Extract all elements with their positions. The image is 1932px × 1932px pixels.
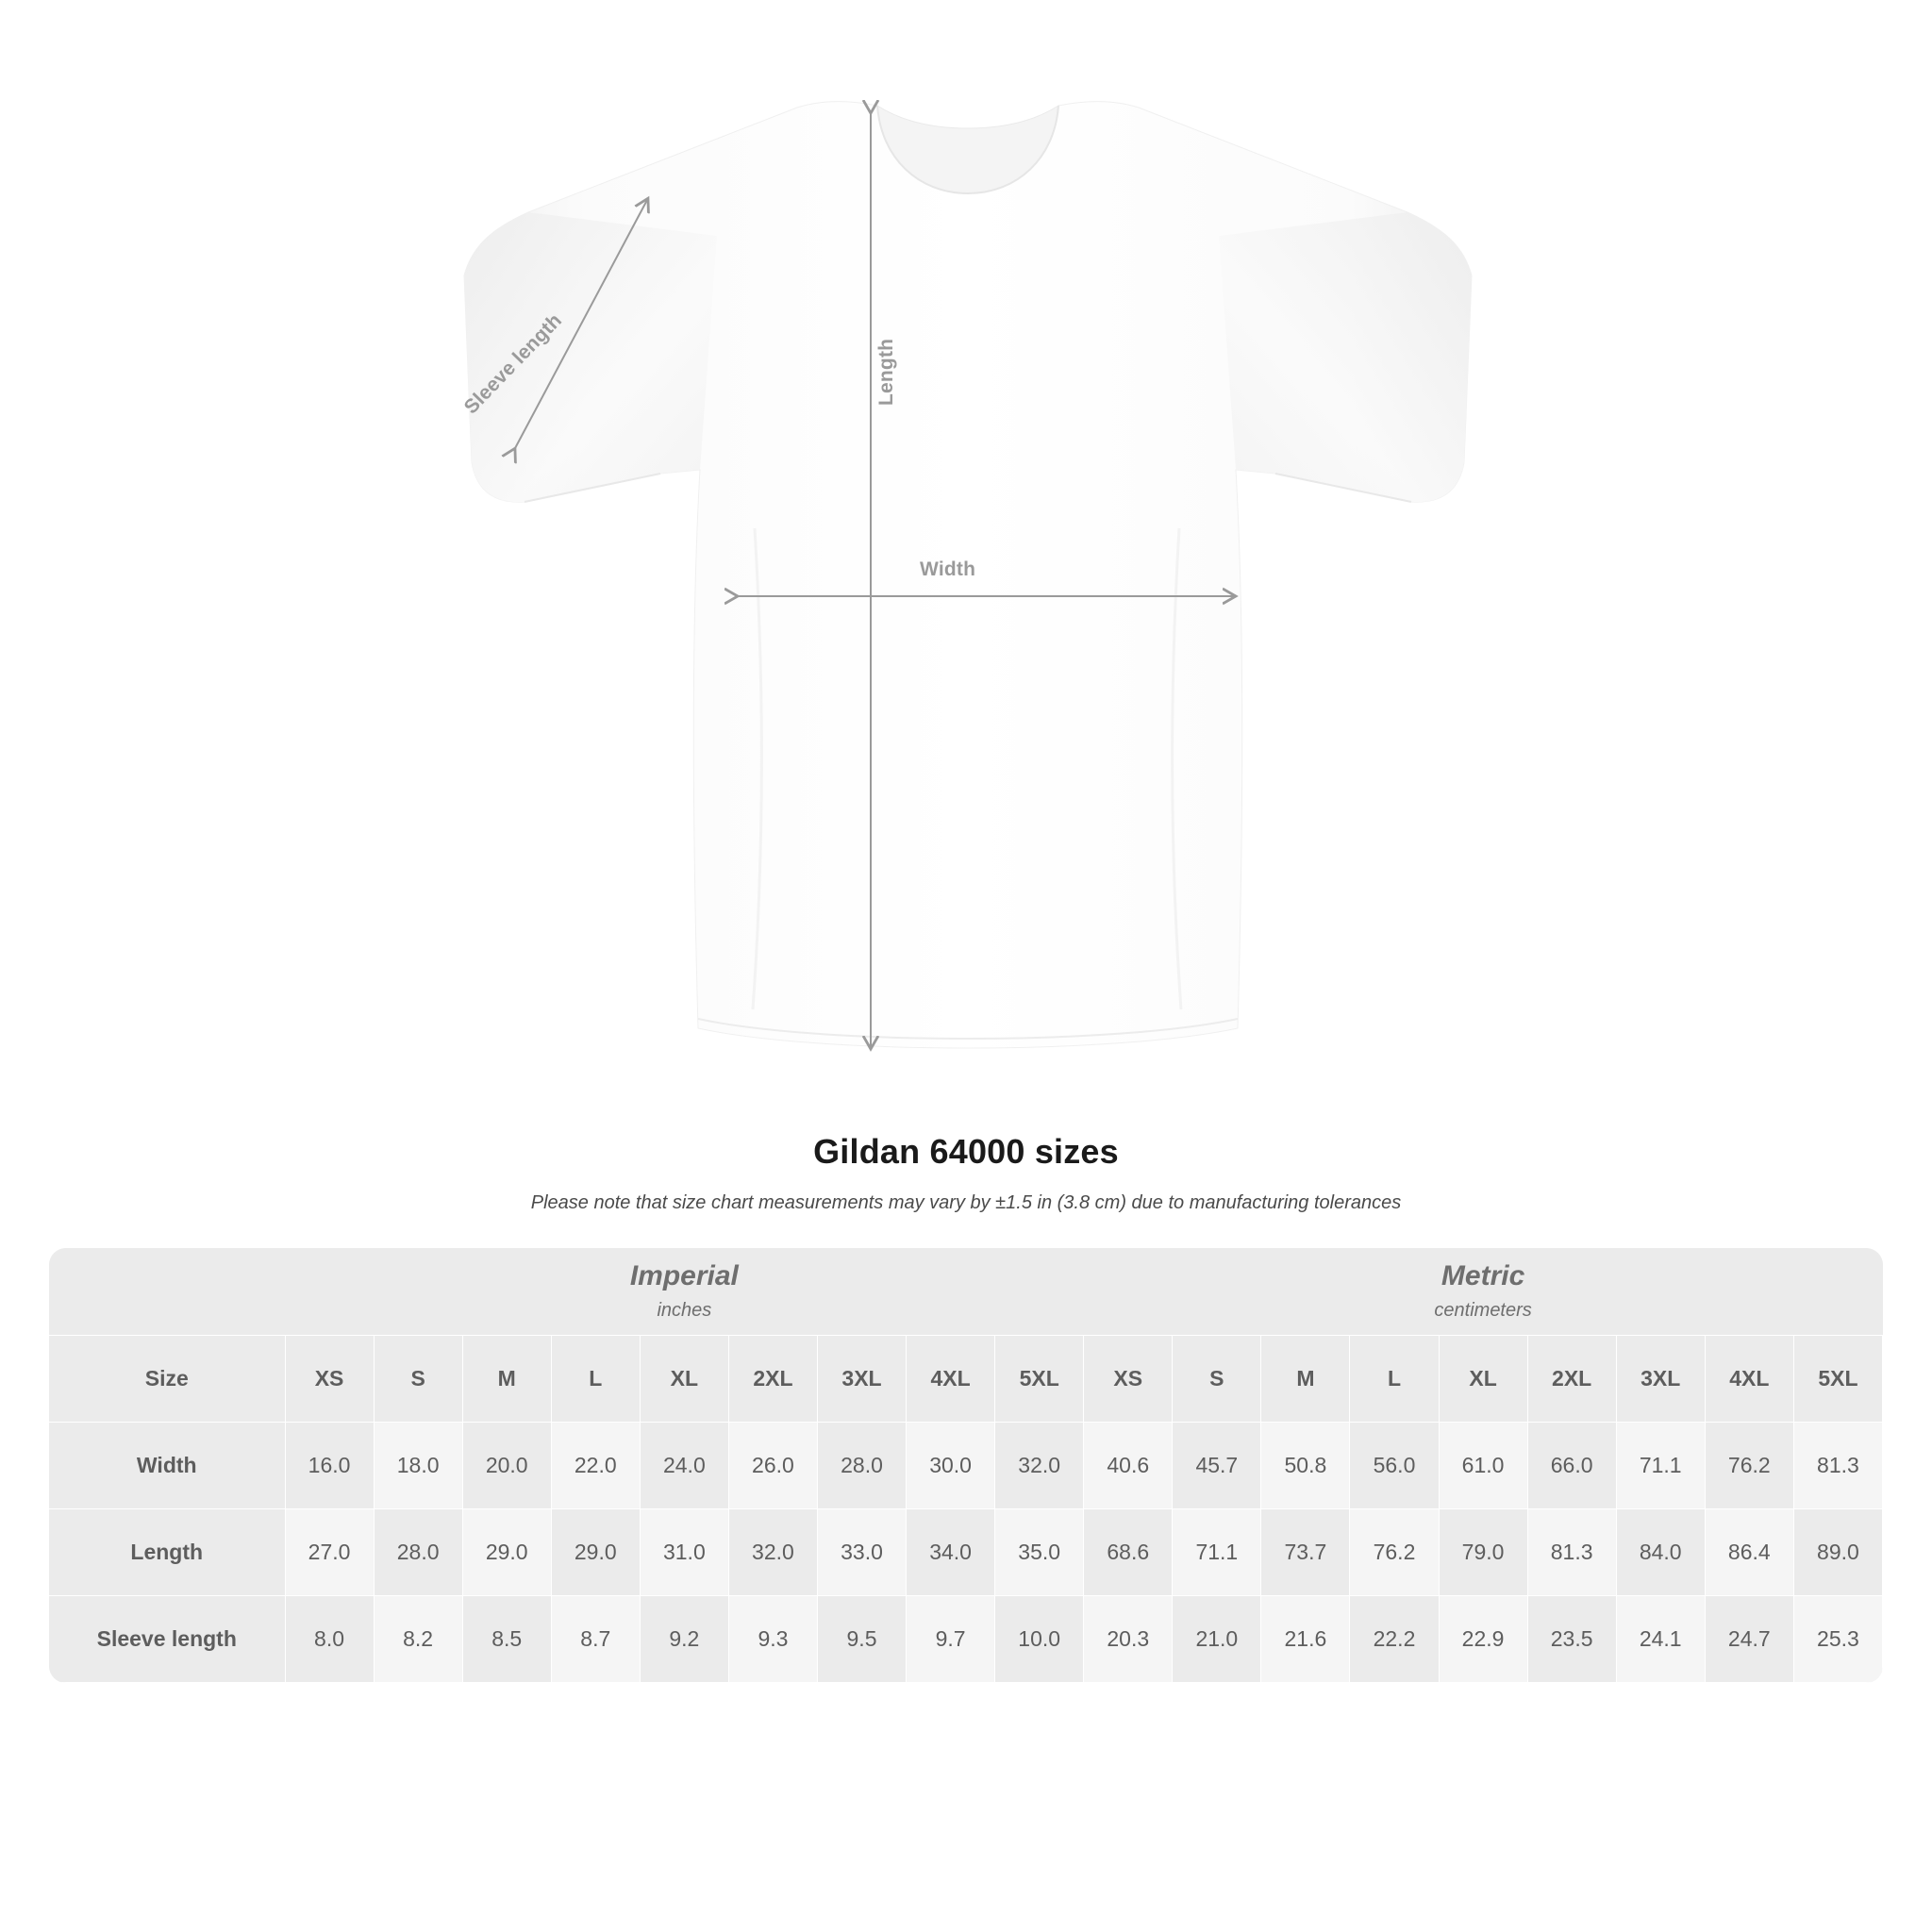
data-cell: 66.0 — [1527, 1422, 1616, 1508]
row-label-width: Width — [49, 1422, 285, 1508]
data-cell: 34.0 — [907, 1508, 995, 1595]
data-cell: 50.8 — [1261, 1422, 1350, 1508]
size-header-cell: M — [1261, 1335, 1350, 1422]
data-cell: 10.0 — [995, 1595, 1084, 1682]
size-header-cell: 3XL — [1616, 1335, 1705, 1422]
size-header-cell: 3XL — [817, 1335, 906, 1422]
unit-group-imperial — [285, 1248, 1084, 1335]
page-title: Gildan 64000 sizes — [813, 1132, 1119, 1171]
data-cell: 73.7 — [1261, 1508, 1350, 1595]
data-cell: 71.1 — [1616, 1422, 1705, 1508]
unit-header-row — [49, 1248, 1883, 1335]
data-cell: 68.6 — [1084, 1508, 1173, 1595]
size-header-cell: 4XL — [907, 1335, 995, 1422]
data-cell: 29.0 — [462, 1508, 551, 1595]
size-header-cell: 2XL — [728, 1335, 817, 1422]
size-header-cell: XS — [1084, 1335, 1173, 1422]
unit-group-metric-sub: centimeters — [1434, 1300, 1532, 1322]
table-row — [49, 1508, 1883, 1595]
length-label: Length — [875, 338, 897, 406]
size-header-cell: XS — [285, 1335, 374, 1422]
data-cell: 20.0 — [462, 1422, 551, 1508]
data-cell: 22.2 — [1350, 1595, 1439, 1682]
data-cell: 79.0 — [1439, 1508, 1527, 1595]
data-cell: 61.0 — [1439, 1422, 1527, 1508]
data-cell: 24.1 — [1616, 1595, 1705, 1682]
size-header-cell: L — [551, 1335, 640, 1422]
data-cell: 35.0 — [995, 1508, 1084, 1595]
data-cell: 29.0 — [551, 1508, 640, 1595]
data-cell: 22.9 — [1439, 1595, 1527, 1682]
table-row — [49, 1595, 1883, 1682]
data-cell: 21.0 — [1173, 1595, 1261, 1682]
data-cell: 84.0 — [1616, 1508, 1705, 1595]
data-cell: 8.5 — [462, 1595, 551, 1682]
size-header-cell: XL — [1439, 1335, 1527, 1422]
data-cell: 26.0 — [728, 1422, 817, 1508]
data-cell: 18.0 — [374, 1422, 462, 1508]
data-cell: 16.0 — [285, 1422, 374, 1508]
data-cell: 8.0 — [285, 1595, 374, 1682]
data-cell: 25.3 — [1793, 1595, 1882, 1682]
size-table-container — [49, 1248, 1883, 1683]
data-cell: 28.0 — [817, 1422, 906, 1508]
data-cell: 76.2 — [1705, 1422, 1793, 1508]
size-header-cell: S — [374, 1335, 462, 1422]
data-cell: 71.1 — [1173, 1508, 1261, 1595]
size-header-cell: 5XL — [995, 1335, 1084, 1422]
size-header-label: Size — [49, 1335, 285, 1422]
data-cell: 8.7 — [551, 1595, 640, 1682]
data-cell: 22.0 — [551, 1422, 640, 1508]
size-header-cell: M — [462, 1335, 551, 1422]
size-header-cell: S — [1173, 1335, 1261, 1422]
data-cell: 76.2 — [1350, 1508, 1439, 1595]
unit-group-imperial-name: Imperial — [629, 1260, 739, 1292]
size-header-cell: XL — [640, 1335, 728, 1422]
table-corner-cell — [49, 1248, 285, 1335]
data-cell: 9.3 — [728, 1595, 817, 1682]
size-header-cell: 2XL — [1527, 1335, 1616, 1422]
data-cell: 33.0 — [817, 1508, 906, 1595]
data-cell: 24.0 — [640, 1422, 728, 1508]
data-cell: 81.3 — [1793, 1422, 1882, 1508]
data-cell: 8.2 — [374, 1595, 462, 1682]
sleeve-length-label: Sleeve length — [459, 309, 567, 419]
size-header-cell: 5XL — [1793, 1335, 1882, 1422]
data-cell: 9.2 — [640, 1595, 728, 1682]
tolerance-note: Please note that size chart measurements may vary by ±1.5 in (3.8 cm) due to manufacturing tolerances — [530, 1192, 1402, 1213]
data-cell: 31.0 — [640, 1508, 728, 1595]
data-cell: 9.5 — [817, 1595, 906, 1682]
row-label-sleeve-length: Sleeve length — [49, 1595, 285, 1682]
size-header-cell: L — [1350, 1335, 1439, 1422]
size-header-cell: 4XL — [1705, 1335, 1793, 1422]
unit-group-metric — [1084, 1248, 1883, 1335]
data-cell: 24.7 — [1705, 1595, 1793, 1682]
data-cell: 40.6 — [1084, 1422, 1173, 1508]
data-cell: 9.7 — [907, 1595, 995, 1682]
data-cell: 23.5 — [1527, 1595, 1616, 1682]
size-table — [49, 1248, 1883, 1683]
data-cell: 28.0 — [374, 1508, 462, 1595]
table-row — [49, 1422, 1883, 1508]
data-cell: 86.4 — [1705, 1508, 1793, 1595]
data-cell: 27.0 — [285, 1508, 374, 1595]
data-cell: 32.0 — [728, 1508, 817, 1595]
data-cell: 21.6 — [1261, 1595, 1350, 1682]
title-block — [0, 1132, 1932, 1214]
data-cell: 56.0 — [1350, 1422, 1439, 1508]
row-label-length: Length — [49, 1508, 285, 1595]
data-cell: 45.7 — [1173, 1422, 1261, 1508]
data-cell: 81.3 — [1527, 1508, 1616, 1595]
data-cell: 30.0 — [907, 1422, 995, 1508]
data-cell: 89.0 — [1793, 1508, 1882, 1595]
width-label: Width — [920, 558, 976, 580]
data-cell: 20.3 — [1084, 1595, 1173, 1682]
unit-group-metric-name: Metric — [1441, 1260, 1525, 1292]
unit-group-imperial-sub: inches — [657, 1300, 712, 1322]
data-cell: 32.0 — [995, 1422, 1084, 1508]
size-header-row — [49, 1335, 1883, 1422]
